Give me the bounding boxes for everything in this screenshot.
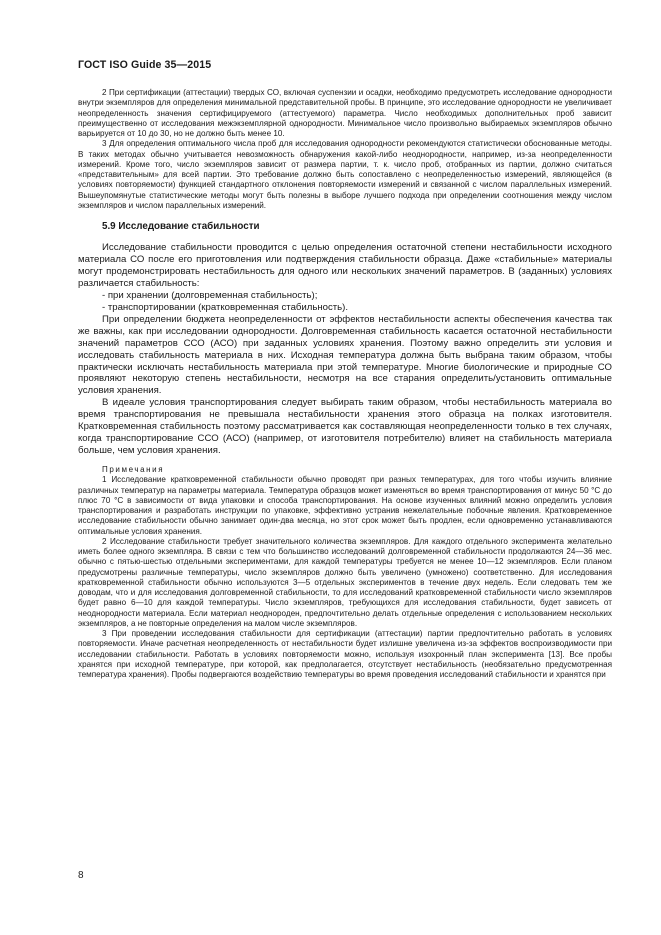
body-paragraph: Исследование стабильности проводится с целью определения остаточной степени нестабильности исходного материала СО после его приготовления или подтверждения стабильности образца. Даже «стабильные» материалы могут продемонстрировать нестабильность для одного или нескольких значений параметров. В (заданных) условиях различается стабильность: bbox=[78, 242, 612, 289]
note-paragraph: 2 При сертификации (аттестации) твердых СО, включая суспензии и осадки, необходимо предусмотреть исследование однородности внутри экземпляров для определения минимальной представительной пробы. В принципе, это исследование однородности не увеличивает неопределенность значения сертифицируемого (аттестуемого) параметра. Число необходимых дополнительных проб зависит преимущественно от исследования межэкземплярной однородности. Минимальное число произвольно выбираемых экземпляров обычно варьируется от 10 до 30, но не должно быть менее 10. bbox=[78, 88, 612, 138]
note-paragraph: 2 Исследование стабильности требует значительного количества экземпляров. Для каждого отдельного эксперимента желательно иметь более одного экземпляра. В связи с тем что большинство исследований долговременной стабильности продолжаются 24—36 мес. обычно с пятью-шестью отдельными экспериментами, для каждой температуры требуется не менее 10—12 экземпляров. Если планом предусмотрены различные температуры, число экземпляров должно быть увеличено (умножено) соответственно. Для исследования кратковременной стабильности обычно используются 3—5 отдельных экспериментов в течение двух недель. Если следовать тем же доводам, что и для исследования долговременной стабильности, то для исследований кратковременной стабильности число экземпляров будет равно 6—10 для каждой температуры. Число экземпляров, требующихся для исследования стабильности, будет зависеть от неоднородности материала. Если материал неоднороден, предпочтительно делать отдельные определения с использованием нескольких экземпляров, а не повторные определения на малом числе экземпляров. bbox=[78, 536, 612, 628]
notes-bottom bbox=[78, 465, 612, 680]
body-paragraph: В идеале условия транспортирования следует выбирать таким образом, чтобы нестабильность материала во время транспортирования не превышала нестабильности хранения этого образца на полках изготовителя. Кратковременная стабильность поэтому рассматривается как составляющая неопределенности только в тех случаях, когда транспортирование ССО (АСО) (например, от изготовителя потребителю) влияет на стабильность материала больше, чем условия хранения. bbox=[78, 397, 612, 457]
list-item: - при хранении (долговременная стабильность); bbox=[102, 289, 318, 301]
body-paragraph: При определении бюджета неопределенности от эффектов нестабильности аспекты обеспечения качества так же важны, как при исследовании однородности. Долговременная стабильность касается остаточной нестабильности значений параметров ССО (АСО) при заданных условиях хранения. Поэтому важно определить эти условия и исследовать стабильность материала в них. Исходная температура должна быть выбрана таким образом, чтобы практически исключать нестабильность материала при этой температуре. Многие биологические и природные СО проявляют некоторую степень нестабильности, несмотря на все старания определить/установить оптимальные условия хранения. bbox=[78, 313, 612, 397]
page-content bbox=[78, 88, 612, 680]
section-title: 5.9 Исследование стабильности bbox=[102, 221, 260, 232]
note-paragraph: 3 Для определения оптимального числа проб для исследования однородности рекомендуются статистически обоснованные методы. В таких методах обычно учитывается невозможность обнаружения какой-либо неоднородности, например, из-за неопределенности измерений. Кроме того, число экземпляров зависит от размера партии, т. к. число проб, отобранных из партии, должно считаться «представительным» для всей партии. Это требование должно быть сопоставлено с неопределенностью измерений, являющейся (в условиях повторяемости) функцией стандартного отклонения повторяемости измерений и связанной с числом параллельных измерений. Вышеупомянутые статистические методы могут быть полезны в выборе лучшего подхода при определении соотношения между числом экземпляров и числом параллельных измерений. bbox=[78, 139, 612, 210]
notes-heading: Примечания bbox=[102, 465, 165, 475]
page-number: 8 bbox=[78, 870, 84, 881]
section-body bbox=[78, 242, 612, 457]
note-paragraph: 3 При проведении исследования стабильности для сертификации (аттестации) партии предпочтительно работать в условиях повторяемости. Иначе расчетная неопределенность от нестабильности будет излишне увеличена из-за эффектов воспроизводимости при исследовании стабильности. Работать в условиях повторяемости можно, используя изохронный план эксперимента [13]. Все пробы хранятся при исходной температуре, при которой, как предполагается, отсутствует нестабильность (необязательно предусмотренная температура хранения). Пробы подвергаются воздействию температуры во время проведения исследований стабильности и хранятся при bbox=[78, 629, 612, 680]
note-paragraph: 1 Исследование кратковременной стабильности обычно проводят при разных температурах, для того чтобы изучить влияние различных температур на параметры материала. Температура образцов может изменяться во время транспортирования от минус 50 °С до плюс 70 °С в зависимости от вида упаковки и способа транспортирования. На основе изученных влияний можно определить условия транспортирования и разработать инструкции по упаковке, эффективно устранив нежелательные побочные явления. Кратковременное исследование стабильности обычно занимает один-два месяца, но этот срок может быть продлен, если одновременно устанавливаются оптимальные условия хранения. bbox=[78, 475, 612, 536]
document-header: ГОСТ ISO Guide 35—2015 bbox=[78, 59, 212, 71]
list-item: - транспортировании (кратковременная стабильность). bbox=[102, 301, 349, 313]
notes-top bbox=[78, 88, 612, 211]
